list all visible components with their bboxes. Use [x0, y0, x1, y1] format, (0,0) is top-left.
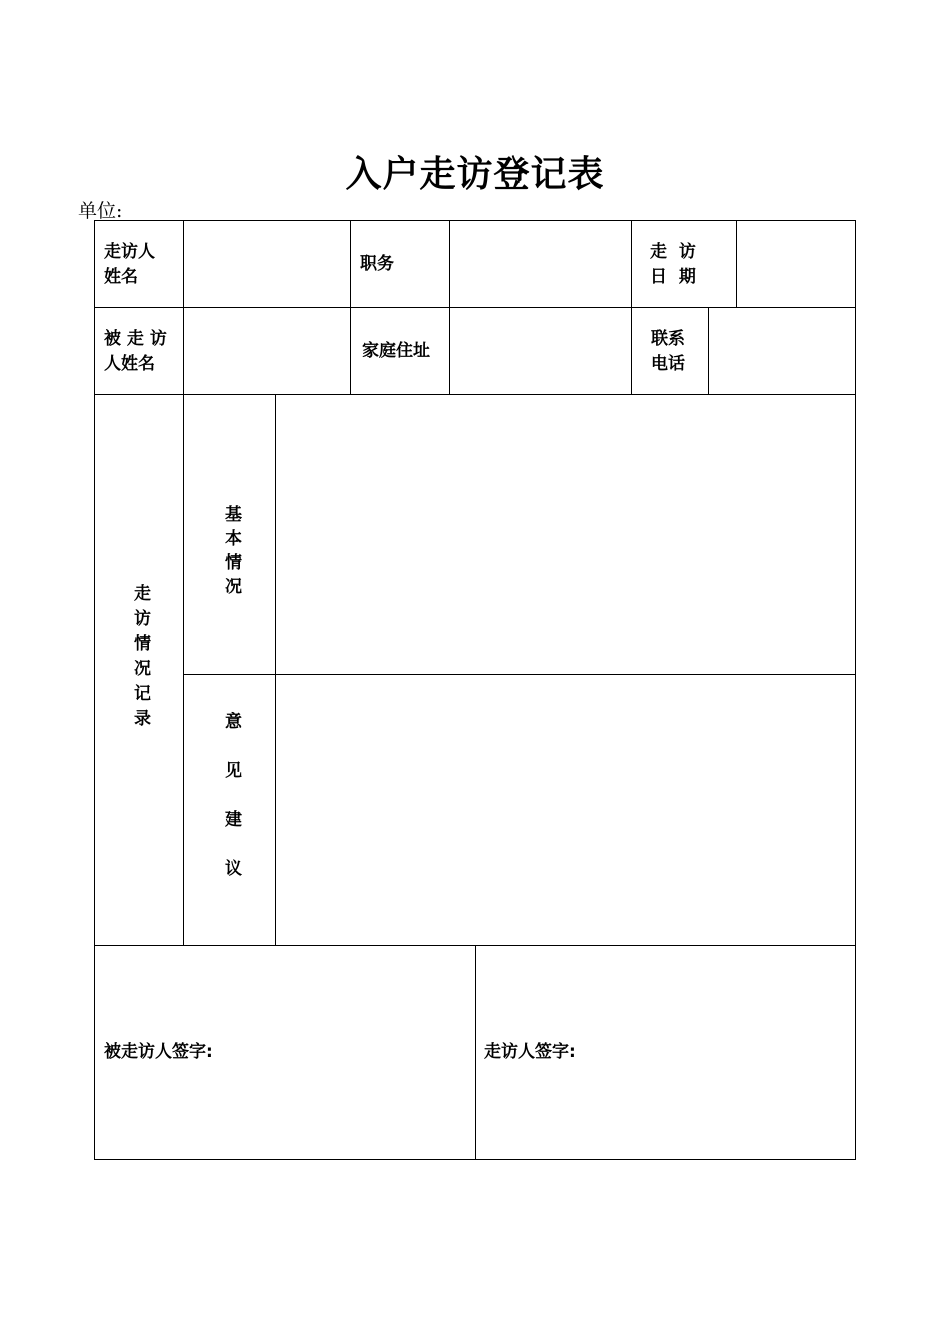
basic-situation-label: 基本情况	[221, 505, 241, 601]
phone-field[interactable]	[708, 307, 856, 395]
visitor-name-label-line2: 姓名	[104, 267, 138, 287]
position-field[interactable]	[449, 220, 632, 308]
position-label: 职务	[360, 254, 394, 274]
opinion-field[interactable]	[275, 674, 856, 946]
visitor-name-label-line1: 走访人	[104, 242, 155, 262]
visitee-name-field[interactable]	[183, 307, 351, 395]
visitor-name-label-cell	[94, 220, 184, 308]
visit-record-label: 走访情况记录	[130, 584, 150, 734]
visitee-name-label-line2: 人姓名	[104, 354, 155, 374]
unit-label: 单位:	[78, 200, 123, 222]
visitee-name-label-cell	[94, 307, 184, 395]
phone-label-cell	[631, 307, 709, 395]
visit-date-label-cell	[631, 220, 737, 308]
home-address-label: 家庭住址	[362, 341, 430, 361]
visit-date-label-line2: 日 期	[650, 267, 696, 287]
visitor-signature-label: 走访人签字:	[484, 1042, 576, 1062]
visitee-name-label-line1: 被 走 访	[104, 329, 167, 349]
phone-label-line1: 联系	[651, 329, 685, 349]
visitee-signature-label: 被走访人签字:	[104, 1042, 213, 1062]
page-title: 入户走访登记表	[345, 153, 605, 195]
basic-situation-field[interactable]	[275, 394, 856, 675]
visit-date-field[interactable]	[736, 220, 856, 308]
visit-date-label-line1: 走 访	[650, 242, 696, 262]
opinion-label: 意见建议	[221, 712, 241, 908]
visitor-name-field[interactable]	[183, 220, 351, 308]
home-address-field[interactable]	[449, 307, 632, 395]
visit-registration-form	[94, 220, 856, 1160]
phone-label-line2: 电话	[651, 354, 685, 374]
